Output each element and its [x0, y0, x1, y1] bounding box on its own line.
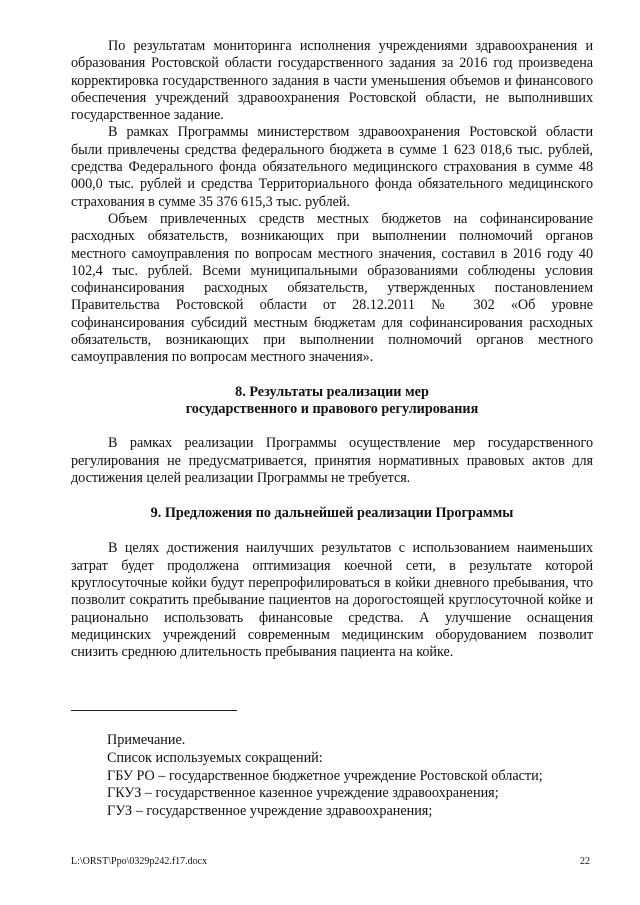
abbreviation-item: ГБУ РО – государственное бюджетное учреждение Ростовской области;: [107, 767, 543, 784]
page-number: 22: [580, 856, 590, 867]
section-9-heading: 9. Предложения по дальнейшей реализации Программы: [150, 505, 514, 522]
footer-file-path: L:\ORST\Ppo\0329p242.f17.docx: [71, 856, 208, 867]
section-8-heading-line-2: государственного и правового регулирования: [185, 400, 479, 417]
abbreviation-item: ГУЗ – государственное учреждение здравоохранения;: [107, 803, 433, 820]
paragraph-federal-funds: В рамках Программы министерством здравоохранения Ростовской области были привлечены средства федерального бюджета в сумме 1 623 018,6 тыс. рублей, средства Федерального фонда обязательного медицинского страхования в сумме 48 000,0 тыс. рублей и средства Территориального фонда обязательного медицинского страхования в сумме 35 376 615,3 тыс. рублей.: [71, 124, 593, 210]
document-body: [71, 38, 593, 662]
section-8-paragraph: В рамках реализации Программы осуществление мер государственного регулирования не предусматривается, принятия нормативных правовых актов для достижения целей реализации Программы не требуется.: [71, 435, 593, 486]
abbreviations-note: [107, 732, 593, 821]
paragraph-monitoring: По результатам мониторинга исполнения учреждениями здравоохранения и образования Ростовской области государственного задания за 2016 год произведена корректировка государственного задания в части уменьшения объемов и финансового обеспечения учреждений здравоохранения Ростовской области, не выполнивших государственное задание.: [71, 38, 593, 124]
spacer: [71, 367, 593, 384]
spacer: [71, 487, 593, 505]
section-8-heading: [71, 384, 593, 419]
spacer: [71, 418, 593, 435]
note-title: Примечание.: [107, 732, 186, 748]
footnote-divider: [71, 710, 237, 711]
abbreviation-item: ГКУЗ – государственное казенное учреждение здравоохранения;: [107, 785, 499, 802]
section-9-paragraph: В целях достижения наилучших результатов с использованием наименьших затрат будет продолжена оптимизация коечной сети, в результате которой круглосуточные койки будут перепрофилироваться в койки дневного пребывания, что позволит сократить пребывание пациентов на дорогостоящей круглосуточной койке и рационально использовать финансовые средства. А улучшение оснащения медицинских учреждений современным медицинским оборудованием позволит снизить среднюю длительность пребывания пациента на койке.: [71, 540, 593, 661]
paragraph-local-budgets: Объем привлеченных средств местных бюджетов на софинансирование расходных обязательств, возникающих при выполнении полномочий органов местного самоуправления по вопросам местного значения, составил в 2016 году 40 102,4 тыс. рублей. Всеми муниципальными образованиями соблюдены условия софинансирования расходных обязательств, утвержденных постановлением Правительства Ростовской области от 28.12.2011 № 302 «Об уровне софинансирования субсидий местным бюджетам для софинансирования расходных обязательств, возникающих при выполнении полномочий органов местного самоуправления по вопросам местного значения».: [71, 210, 593, 366]
section-8-heading-line-1: 8. Результаты реализации мер: [235, 383, 429, 400]
spacer: [71, 522, 593, 540]
note-subtitle: Список используемых сокращений:: [107, 749, 323, 766]
